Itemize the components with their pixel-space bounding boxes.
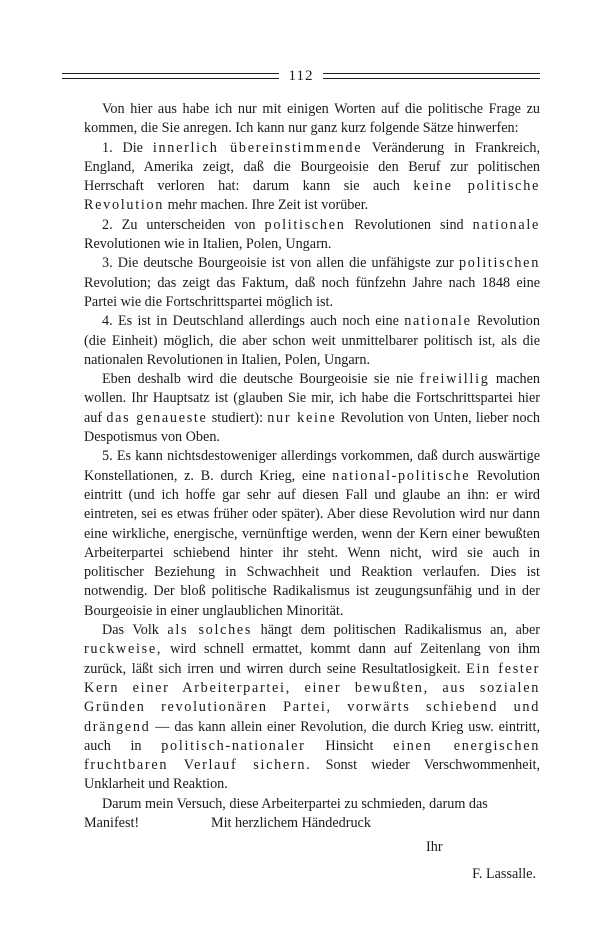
closing-greeting: Mit herzlichem Händedruck [211, 814, 371, 831]
text-span: Sonst wieder Verschwommenheit, Unklarheit und Reaktion. [84, 757, 540, 793]
text-span: Veränderung in Frankreich, England, Amerika zeigt, daß die Bourgeoisie den Beruf zur politischen Herrschaft verloren hat: darum kann sie auch [84, 139, 540, 195]
text-span: — das kann allein einer Revolution, die durch Krieg usw. eintritt, auch in [84, 718, 540, 754]
text-span: 2. Zu unterscheiden von [102, 216, 265, 233]
emphasis-span: politischen [458, 255, 540, 272]
emphasis-span: nur keine [267, 409, 337, 426]
paragraph-point-2 [84, 216, 540, 255]
emphasis-span: einen energischen fruchtbaren Verlauf sichern. [84, 737, 540, 774]
manifest-text: Manifest! [84, 814, 140, 831]
emphasis-span: politisch-nationaler [161, 737, 306, 754]
closing-ihr: Ihr [426, 839, 443, 856]
emphasis-span: politischen [264, 216, 346, 233]
emphasis-span: innerlich übereinstimmende [152, 139, 363, 156]
closing-line [84, 814, 540, 833]
emphasis-span: das genaueste [106, 409, 208, 426]
emphasis-span: keine politische Revolution [84, 178, 540, 214]
emphasis-span: ruckweise, [84, 641, 163, 658]
text-span: wird schnell ermattet, kommt dann auf Zeitenlang von ihm zurück, läßt sich irren und wirren durch seine Resultatlosigkeit. [84, 641, 540, 677]
text-span: 1. Die [102, 139, 153, 156]
text-span: Hinsicht [305, 737, 394, 754]
page-number: 112 [288, 67, 314, 84]
paragraph-point-3 [84, 254, 540, 312]
emphasis-span: freiwillig [419, 371, 490, 388]
text-span: Revolution von Unten, lieber noch Despotismus von Oben. [84, 409, 540, 446]
emphasis-span: national-politische [332, 467, 471, 484]
text-span: 3. Die deutsche Bourgeoisie ist von allen die unfähigste zur [102, 255, 459, 272]
text-span: hängt dem politischen Radikalismus an, aber [252, 622, 540, 639]
text-span: Revolutionen sind [345, 216, 473, 233]
letter-body [84, 100, 540, 884]
signature: F. Lassalle. [472, 865, 536, 882]
text-span: machen wollen. Ihr Hauptsatz ist (glauben Sie mir, ich habe die Fortschrittspartei hier auf [84, 371, 540, 426]
text-span: mehr machen. Ihre Zeit ist vorüber. [164, 197, 369, 214]
paragraph-point-5 [84, 447, 540, 621]
text-span: Revolution (die Einheit) möglich, die aber schon weit unmittelbarer politisch ist, als die nationalen Revolutionen in Italien, Polen, Ungarn. [84, 313, 540, 368]
page-header [62, 66, 540, 86]
text-span: Revolution; das zeigt das Faktum, daß noch fünfzehn Jahre nach 1848 eine Partei wie die Fortschrittspartei möglich ist. [84, 274, 540, 310]
text-span: 5. Es kann nichtsdestoweniger allerdings vorkommen, daß durch auswärtige Konstellationen, z. B. durch Krieg, eine [84, 448, 540, 484]
text-span: Revolution eintritt (und ich hoffe gar sehr auf diesen Fall und glaube an ihn: er wird eintreten, sei es etwas früher oder später). Aber diese Revolution wird nur dann eine wirkliche, energische, vernünftige werden, wenn der Kern einer bewußten Arbeiterpartei schiebend hinter ihr steht. Wenn nicht, wird sie auch in politischer Beziehung in Schwachheit und Reaktion verlaufen. Dies ist notwendig. Der bloß politische Radikalismus ist zeugungsunfähig und in der Bourgeoisie in einer unglaublichen Minorität. [84, 467, 540, 619]
text-span: 4. Es ist in Deutschland allerdings auch noch eine [102, 313, 405, 330]
paragraph-text: Darum mein Versuch, diese Arbeiterpartei zu schmieden, darum das [102, 795, 488, 812]
header-rule-left [62, 73, 279, 79]
header-rule-right [323, 73, 540, 79]
emphasis-span: als solches [167, 622, 253, 639]
paragraph-bourgeoisie [84, 370, 540, 447]
text-span: Revolutionen wie in Italien, Polen, Ungarn. [84, 236, 332, 253]
text-span: Eben deshalb wird die deutsche Bourgeoisie sie nie [102, 371, 420, 388]
emphasis-span: nationale [404, 313, 472, 330]
paragraph-point-1 [84, 139, 540, 216]
paragraph-point-4 [84, 312, 540, 370]
paragraph-volk [84, 621, 540, 795]
paragraph-intro [84, 100, 540, 139]
emphasis-span: nationale [472, 216, 540, 233]
paragraph-text: Von hier aus habe ich nur mit einigen Worten auf die politische Frage zu kommen, die Sie anregen. Ich kann nur ganz kurz folgende Sätze hinwerfen: [84, 101, 540, 137]
text-span: Das Volk [102, 622, 168, 639]
text-span: studiert): [207, 409, 268, 426]
paragraph-darum [84, 795, 540, 814]
emphasis-span: Ein fester Kern einer Arbeiterpartei, einer bewußten, aus sozialen Gründen revolutionären Partei, vorwärts schiebend und drängend [84, 660, 541, 735]
